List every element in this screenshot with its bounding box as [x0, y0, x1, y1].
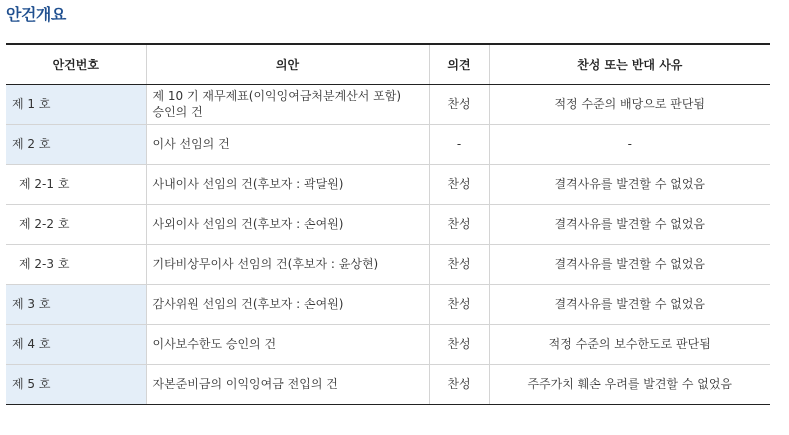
agenda-number: 제 2 호: [6, 124, 146, 164]
header-agenda-item: 의안: [146, 44, 429, 84]
agenda-item: 기타비상무이사 선임의 건(후보자 : 윤상현): [146, 244, 429, 284]
agenda-number: 제 1 호: [6, 84, 146, 124]
agenda-number: 제 2-2 호: [6, 204, 146, 244]
opinion: 찬성: [429, 204, 489, 244]
reason: 결격사유를 발견할 수 없었음: [489, 244, 770, 284]
agenda-item-line: 승인의 건: [152, 105, 203, 119]
table-row: [6, 204, 770, 244]
agenda-item: 자본준비금의 이익잉여금 전입의 건: [146, 364, 429, 404]
table-row: [6, 164, 770, 204]
reason: 주주가치 훼손 우려를 발견할 수 없었음: [489, 364, 770, 404]
header-reason: 찬성 또는 반대 사유: [489, 44, 770, 84]
reason: -: [489, 124, 770, 164]
agenda-number: 제 2-1 호: [6, 164, 146, 204]
agenda-item: 이사 선임의 건: [146, 124, 429, 164]
agenda-number: 제 5 호: [6, 364, 146, 404]
opinion: 찬성: [429, 84, 489, 124]
opinion: 찬성: [429, 244, 489, 284]
agenda-item: 사외이사 선임의 건(후보자 : 손여원): [146, 204, 429, 244]
opinion: 찬성: [429, 284, 489, 324]
header-opinion: 의견: [429, 44, 489, 84]
reason: 결격사유를 발견할 수 없었음: [489, 204, 770, 244]
agenda-number: 제 4 호: [6, 324, 146, 364]
agenda-item: 감사위원 선임의 건(후보자 : 손여원): [146, 284, 429, 324]
agenda-item: 이사보수한도 승인의 건: [146, 324, 429, 364]
opinion: -: [429, 124, 489, 164]
section-title: 안건개요: [6, 5, 66, 24]
table-row: [6, 284, 770, 324]
table-row: [6, 244, 770, 284]
table-row: [6, 84, 770, 124]
agenda-item-line: 제 10 기 재무제표(이익잉여금처분계산서 포함): [152, 89, 402, 103]
reason: 적정 수준의 보수한도로 판단됨: [489, 324, 770, 364]
agenda-number: 제 2-3 호: [6, 244, 146, 284]
agenda-item: [146, 84, 429, 124]
agenda-table: [6, 43, 770, 405]
agenda-item: 사내이사 선임의 건(후보자 : 곽달원): [146, 164, 429, 204]
table-row: [6, 324, 770, 364]
reason: 결격사유를 발견할 수 없었음: [489, 164, 770, 204]
opinion: 찬성: [429, 364, 489, 404]
opinion: 찬성: [429, 324, 489, 364]
table-header-row: [6, 44, 770, 84]
opinion: 찬성: [429, 164, 489, 204]
reason: 결격사유를 발견할 수 없었음: [489, 284, 770, 324]
header-agenda-number: 안건번호: [6, 44, 146, 84]
table-row: [6, 124, 770, 164]
table-row: [6, 364, 770, 404]
reason: 적정 수준의 배당으로 판단됨: [489, 84, 770, 124]
agenda-number: 제 3 호: [6, 284, 146, 324]
